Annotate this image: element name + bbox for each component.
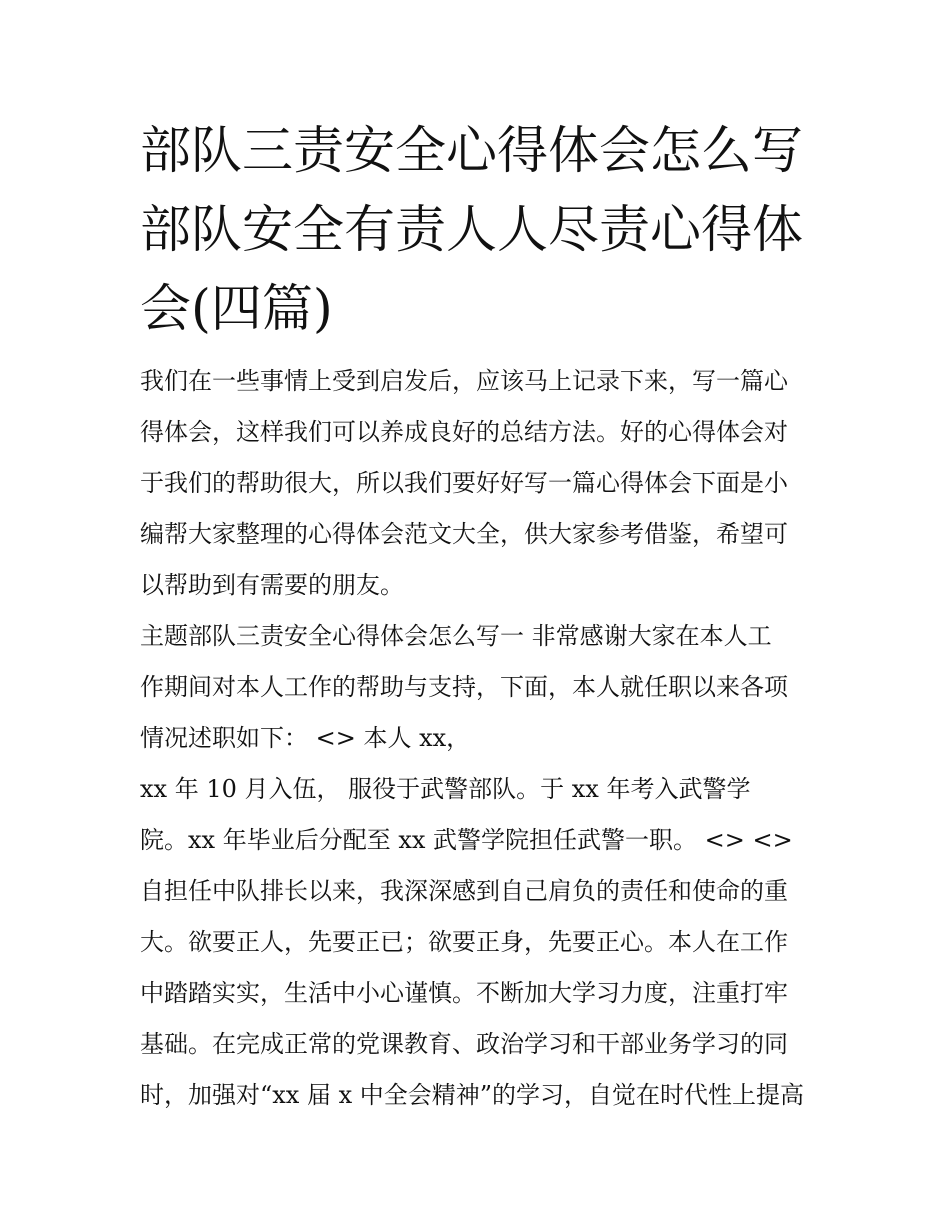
body-line: 自担任中队排长以来，我深深感到自己肩负的责任和使命的重	[140, 877, 788, 905]
body-line: 以帮助到有需要的朋友。	[140, 571, 404, 599]
body-line: 情况述职如下： <> 本人 xx，	[140, 724, 471, 752]
body-line: xx 年 10 月入伍， 服役于武警部队。于 xx 年考入武警学	[140, 775, 751, 803]
title-line-1: 部队三责安全心得体会怎么写	[140, 122, 804, 181]
body-line: 作期间对本人工作的帮助与支持，下面，本人就任职以来各项	[140, 673, 788, 701]
body-line: 得体会，这样我们可以养成良好的总结方法。好的心得体会对	[140, 418, 788, 446]
body-line: 时，加强对“xx 届 x 中全会精神”的学习，自觉在时代性上提高	[140, 1081, 805, 1109]
body-line: 中踏踏实实，生活中小心谨慎。不断加大学习力度，注重打牢	[140, 979, 788, 1007]
body-line: 主题部队三责安全心得体会怎么写一 非常感谢大家在本人工	[140, 622, 772, 650]
body-line: 编帮大家整理的心得体会范文大全，供大家参考借鉴，希望可	[140, 520, 788, 548]
document-title	[140, 112, 820, 349]
title-line-2: 部队安全有责人人尽责心得体	[140, 201, 804, 260]
body-line: 大。欲要正人，先要正已；欲要正身，先要正心。本人在工作	[140, 928, 788, 956]
body-line: 基础。在完成正常的党课教育、政治学习和干部业务学习的同	[140, 1030, 788, 1058]
body-line: 院。xx 年毕业后分配至 xx 武警学院担任武警一职。 <> <>	[140, 826, 793, 854]
title-line-3: 会(四篇)	[140, 280, 333, 339]
body-line: 我们在一些事情上受到启发后，应该马上记录下来，写一篇心	[140, 367, 788, 395]
document-body	[140, 356, 830, 1121]
body-line: 于我们的帮助很大，所以我们要好好写一篇心得体会下面是小	[140, 469, 788, 497]
